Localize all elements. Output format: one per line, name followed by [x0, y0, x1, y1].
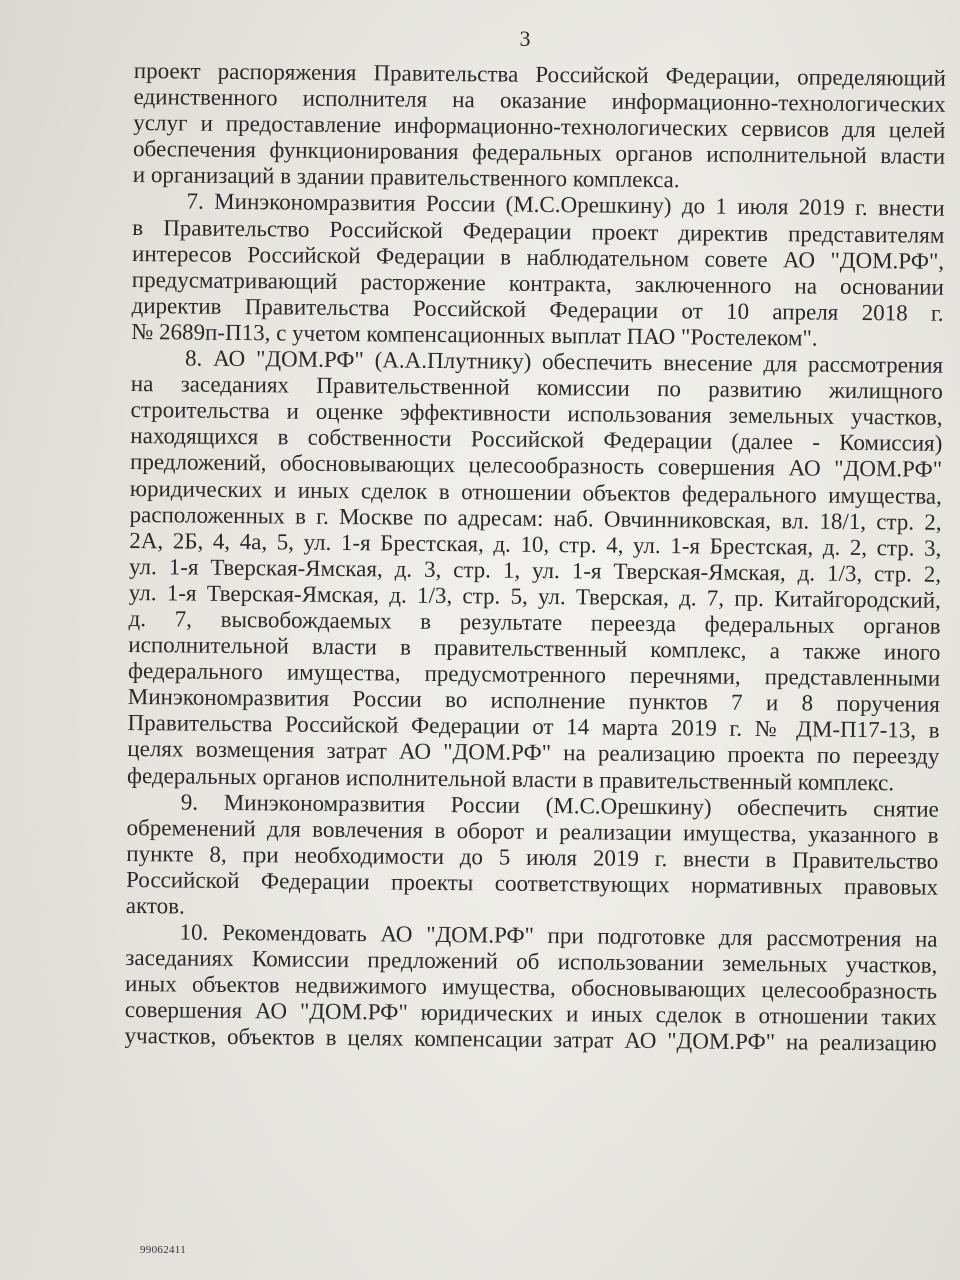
text-line: федерального имущества, предусмотренного перечнями, представленными: [127, 658, 941, 691]
paragraph-continuation: [133, 58, 946, 196]
text-line: единственного исполнителя на оказание информационно-технологических: [133, 84, 946, 117]
text-line: целях возмещения затрат АО "ДОМ.РФ" на реализацию проекта по переезду: [127, 736, 940, 770]
document-body: [124, 58, 945, 1057]
text-line: услуг и предоставление информационно-технологических сервисов для целей: [133, 110, 946, 143]
text-line: актов.: [125, 892, 185, 919]
text-line: расположенных в г. Москве по адресам: наб. Овчинниковская, вл. 18/1, стр. 2,: [129, 501, 942, 535]
text-line: 8. АО "ДОМ.РФ" (А.А.Плутнику) обеспечить внесение для рассмотрения: [185, 345, 944, 378]
text-line: на заседаниях Правительственной комиссии по развитию жилищного: [130, 371, 943, 404]
paragraph-item-10: [124, 919, 937, 1057]
text-line: ул. 1-я Тверская-Ямская, д. 3, стр. 1, ул. 1-я Тверская-Ямская, д. 1/3, стр. 2,: [129, 553, 942, 587]
text-line: пункте 8, при необходимости до 5 июля 2019 г. внести в Правительство: [126, 840, 939, 874]
text-line: обременений для вовлечения в оборот и реализации имущества, указанного в: [126, 814, 939, 848]
text-line: 9. Минэкономразвития России (М.С.Орешкину) обеспечить снятие: [180, 789, 939, 822]
text-line: 2А, 2Б, 4, 4а, 5, ул. 1-я Брестская, д. 10, стр. 4, ул. 1-я Брестская, д. 2, стр. 3,: [129, 527, 942, 561]
text-line: и организаций в здании правительственного комплекса.: [132, 162, 680, 193]
text-line: обеспечения функционирования федеральных органов исполнительной власти: [133, 136, 946, 170]
paragraph-item-7: [131, 188, 944, 352]
text-line: строительства и оценке эффективности использования земельных участков,: [130, 397, 943, 430]
page-number: 3: [519, 26, 531, 51]
text-line: совершения АО "ДОМ.РФ" юридических и иных сделок в отношении таких: [124, 997, 937, 1031]
text-line: участков, объектов в целях компенсации затрат АО "ДОМ.РФ" на реализацию: [124, 1023, 937, 1057]
text-line: 7. Минэкономразвития России (М.С.Орешкину) до 1 июля 2019 г. внести: [186, 188, 945, 222]
text-line: № 2689п-П13, с учетом компенсационных выплат ПАО "Ростелеком".: [131, 318, 818, 351]
text-line: предложений, обосновывающих целесообразность совершения АО "ДОМ.РФ": [130, 449, 943, 483]
paragraph-item-9: [126, 789, 939, 927]
text-line: предусматривающий расторжение контракта, заключенного на основании: [131, 266, 944, 300]
text-line: находящихся в собственности Российской Федерации (далее - Комиссия): [130, 423, 943, 457]
paragraph-item-8: [127, 345, 943, 796]
text-line: интересов Российской Федерации в наблюдательном совете АО "ДОМ.РФ",: [132, 240, 945, 274]
text-line: ул. 1-я Тверская-Ямская, д. 1/3, стр. 5, ул. Тверская, д. 7, пр. Китайгородский,: [128, 579, 941, 613]
text-line: юридических и иных сделок в отношении объектов федерального имущества,: [129, 475, 942, 509]
text-line: Правительства Российской Федерации от 14 марта 2019 г. № ДМ-П17-13, в: [127, 710, 940, 744]
text-line: д. 7, высвобождаемых в результате переезда федеральных органов: [128, 605, 941, 639]
text-line: 10. Рекомендовать АО "ДОМ.РФ" при подготовке для рассмотрения на: [179, 919, 938, 952]
text-line: директив Правительства Российской Федерации от 10 апреля 2018 г.: [131, 292, 944, 326]
text-line: Минэкономразвития России во исполнение пунктов 7 и 8 поручения: [127, 684, 940, 718]
text-line: исполнительной власти в правительственный комплекс, а также иного: [128, 632, 941, 665]
text-line: федеральных органов исполнительной власти в правительственный комплекс.: [126, 762, 895, 795]
text-line: проект распоряжения Правительства Российской Федерации, определяющий: [133, 58, 946, 91]
text-line: заседаниях Комиссии предложений об использовании земельных участков,: [125, 945, 938, 978]
text-line: в Правительство Российской Федерации проект директив представителям: [132, 214, 945, 248]
document-code: 99062411: [140, 1244, 186, 1256]
text-line: Российской Федерации проекты соответствующих нормативных правовых: [125, 866, 939, 900]
text-line: иных объектов недвижимого имущества, обосновывающих целесообразность: [124, 971, 938, 1005]
